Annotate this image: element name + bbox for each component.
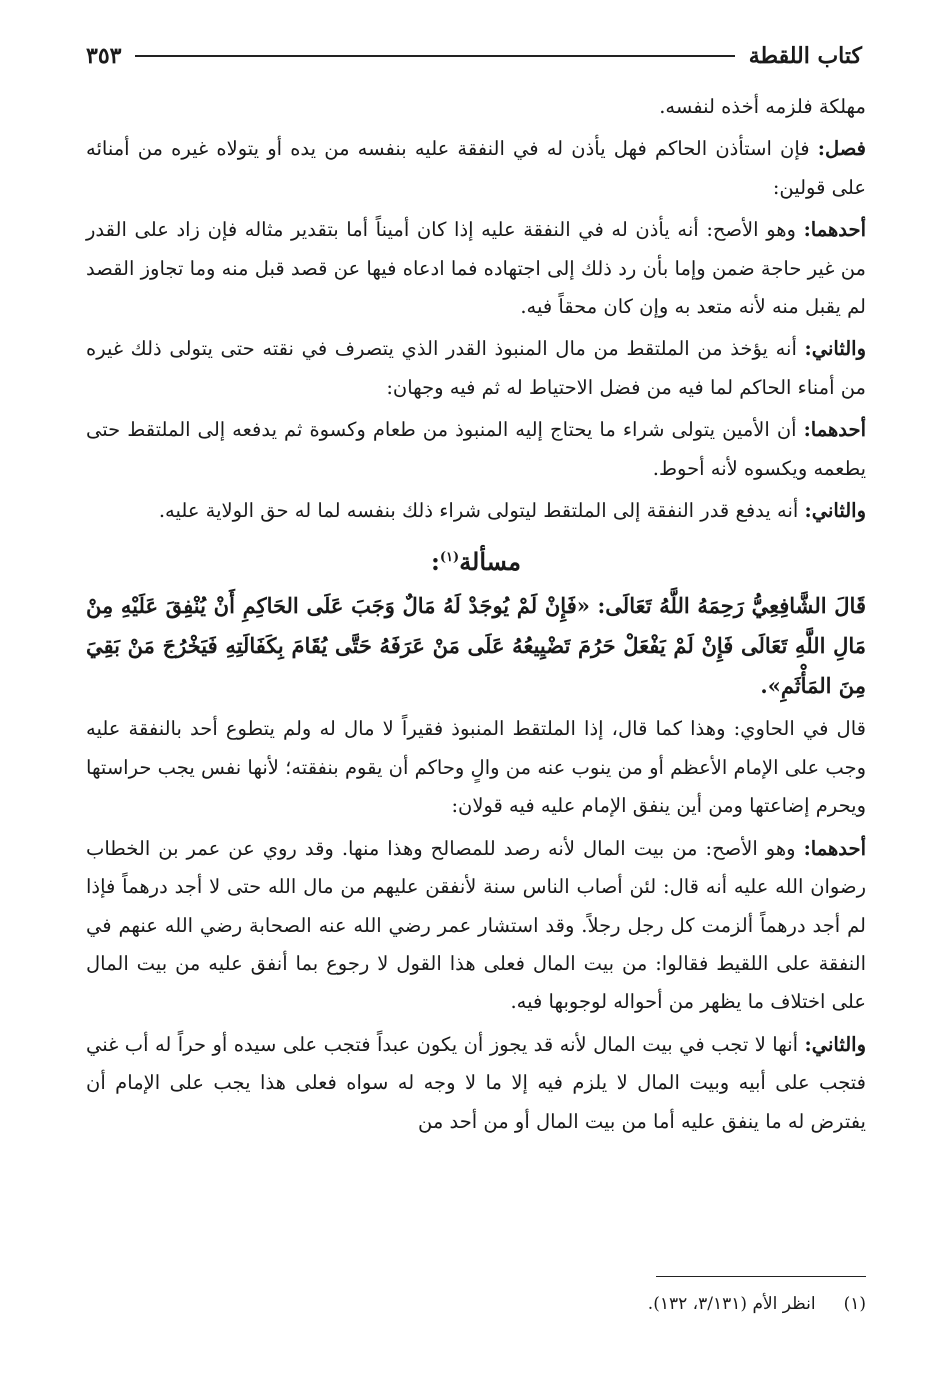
paragraph-text: فإن استأذن الحاكم فهل يأذن له في النفقة عليه بنفسه من يده أو يتولاه غيره من أمنائه على قولين: — [86, 137, 866, 199]
header-rule — [135, 55, 734, 57]
paragraph-continuation — [86, 88, 866, 126]
paragraph-text: أنه يؤخذ من الملتقط من مال المنبوذ القدر الذي يتصرف في نقته حتى يتولى ذلك غيره من أمناء الحاكم لما فيه من فضل الاحتياط له ثم فيه وجهان: — [86, 337, 866, 399]
paragraph-term: أحدهما: — [803, 218, 866, 242]
paragraph-term: أحدهما: — [803, 418, 866, 442]
paragraph-term: فصل: — [817, 137, 866, 161]
paragraph-first-aspect — [86, 411, 866, 488]
paragraph-second-opinion — [86, 330, 866, 407]
paragraph-second-aspect — [86, 492, 866, 530]
paragraph-text: قال في الحاوي: وهذا كما قال، إذا الملتقط المنبوذ فقيراً لا مال له ولم يتطوع أحد بالنفقة عليه وجب على الإمام الأعظم أو من ينوب عنه من والٍ وحاكم أن يقوم بنفقته؛ لأنها نفس يجب حراستها ويحرم إضاعتها ومن أين ينفق الإمام عليه فيه قولان: — [86, 717, 866, 818]
footnotes — [86, 1276, 866, 1319]
paragraph-text: أن الأمين يتولى شراء ما يحتاج إليه المنبوذ من طعام وكسوة ثم يدفعه إلى الملتقط حتى يطعمه ويكسوه لأنه أحوط. — [86, 418, 866, 480]
paragraph-first-opinion — [86, 211, 866, 326]
paragraph-text: أنها لا تجب في بيت المال لأنه قد يجوز أن يكون عبداً فتجب على سيده أو حراً له أب غني فتجب على أبيه وبيت المال لا يلزم فيه إلا ما لا وجه له سواه فعلى هذا يجب على الإمام أن يفترض له ما ينفق عليه أما من بيت المال أو من أحد من — [86, 1032, 866, 1133]
paragraph-text: أنه يدفع قدر النفقة إلى الملتقط ليتولى شراء ذلك بنفسه لما له حق الولاية عليه. — [158, 499, 799, 523]
paragraph-text: مهلكة فلزمه أخذه لنفسه. — [659, 95, 866, 118]
footnote-mark: (١) — [843, 1294, 866, 1314]
body-text — [86, 88, 866, 1141]
page-header — [86, 30, 862, 82]
paragraph-text: وهو الأصح: من بيت المال لأنه رصد للمصالح وهذا منها. وقد روي عن عمر بن الخطاب رضوان الله عليه أنه قال: لئن أصاب الناس سنة لأنفقن عليهم من مال الله حتى لا أجد درهماً فإذا لم أجد درهماً ألزمت كل رجل رجلاً. وقد استشار عمر رضي الله عنه الصحابة رضي الله عنهم في النفقة على اللقيط فقالوا: من بيت المال فعلى هذا القول لا رجوع بما أنفق عليه من بيت المال على اختلاف ما يظهر من أحواله لوجوبها فيه. — [86, 836, 866, 1014]
footnote-1 — [86, 1289, 866, 1319]
commentary-first-opinion — [86, 830, 866, 1022]
page-number: ٣٥٣ — [86, 43, 122, 69]
shafii-quote: قَالَ الشَّافِعِيُّ رَحِمَهُ اللَّهُ تَعَالَى: «فَإِنْ لَمْ يُوجَدْ لَهُ مَالٌ وَجَبَ عَلَى الحَاكِمِ أَنْ يُنْفِقَ عَلَيْهِ مِنْ مَالِ اللَّهِ تَعَالَى فَإِنْ لَمْ يَفْعَلْ حَرُمَ تَضْيِيعُهُ عَلَى مَنْ عَرَفَهُ حَتَّى يُقَامَ بِكَفَالَتِهِ فَيَخْرُجَ مَنْ بَقِيَ مِنَ المَأْثَمِ». — [86, 593, 866, 699]
commentary-intro — [86, 710, 866, 825]
running-title: كتاب اللقطة — [748, 43, 862, 69]
paragraph-fasl — [86, 130, 866, 207]
footnote-rule — [656, 1276, 866, 1277]
heading-suffix: : — [431, 547, 440, 577]
section-heading — [86, 536, 866, 584]
footnote-reference: (١) — [439, 550, 460, 566]
commentary-second-opinion — [86, 1026, 866, 1141]
paragraph-term: والثاني: — [804, 337, 867, 361]
heading-text: مسألة — [459, 547, 521, 577]
paragraph-text: وهو الأصح: أنه يأذن له في النفقة عليه إذا كان أميناً أما بتقدير مثاله فإن زاد على القدر من غير حاجة ضمن وإما بأن رد ذلك إلى اجتهاده فما ادعاه فيها عن قصد قبل منه وما تجاوز القصد لم يقبل منه لأنه متعد به وإن كان محقاً فيه. — [86, 218, 866, 319]
paragraph-term: والثاني: — [804, 1032, 866, 1056]
paragraph-term: والثاني: — [804, 499, 866, 523]
paragraph-term: أحدهما: — [803, 836, 866, 860]
footnote-text: انظر الأم (٣/١٣١، ١٣٢). — [647, 1294, 816, 1314]
